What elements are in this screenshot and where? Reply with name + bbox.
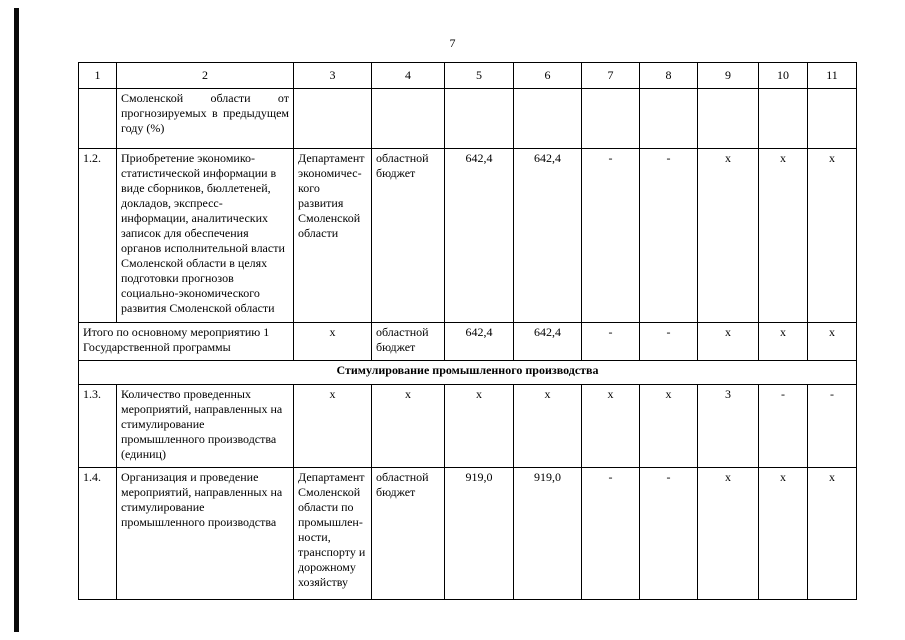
empty-cell [79,89,117,149]
cell-value: 642,4 [445,323,514,361]
cell-value: - [640,149,698,323]
empty-cell [445,89,514,149]
cell-value: х [808,468,857,600]
cell-value: - [582,468,640,600]
cell-executor: Департамент экономичес-кого развития Смоленской области [294,149,372,323]
column-number-header: 7 [582,63,640,89]
column-number-header: 6 [514,63,582,89]
cell-activity-continuation: Смоленской области от прогнозируемых в предыдущем году (%) [117,89,294,149]
cell-value: х [698,323,759,361]
column-number-header: 5 [445,63,514,89]
cell-value: х [514,385,582,468]
column-number-header: 3 [294,63,372,89]
cell-value: 642,4 [514,149,582,323]
empty-cell [698,89,759,149]
cell-value: х [582,385,640,468]
cell-value: - [640,323,698,361]
column-number-header: 10 [759,63,808,89]
table-row-total [79,323,857,361]
empty-cell [808,89,857,149]
cell-value: х [640,385,698,468]
column-number-header: 11 [808,63,857,89]
table-section-header-row [79,361,857,385]
cell-value: 3 [698,385,759,468]
cell-activity-name: Организация и проведение мероприятий, направленных на стимулирование промышленного производства [117,468,294,600]
column-number-header: 4 [372,63,445,89]
page-number: 7 [449,36,456,50]
cell-value: х [698,468,759,600]
cell-value: х [759,468,808,600]
column-number-header: 1 [79,63,117,89]
cell-value: х [372,385,445,468]
cell-funding-source: областной бюджет [372,468,445,600]
program-measures-table [78,62,857,600]
table-header-row [79,63,857,89]
table-row-1-3 [79,385,857,468]
cell-value: 919,0 [514,468,582,600]
cell-row-number: 1.3. [79,385,117,468]
cell-value: х [759,323,808,361]
table-row-continuation [79,89,857,149]
column-number-header: 9 [698,63,759,89]
cell-value: - [582,149,640,323]
cell-row-number: 1.4. [79,468,117,600]
cell-activity-name: Количество проведенных мероприятий, направленных на стимулирование промышленного производства (единиц) [117,385,294,468]
cell-value: - [640,468,698,600]
empty-cell [514,89,582,149]
table-row-1-2 [79,149,857,323]
empty-cell [582,89,640,149]
cell-value: х [698,149,759,323]
empty-cell [294,89,372,149]
empty-cell [640,89,698,149]
cell-value: х [808,323,857,361]
table-row-1-4 [79,468,857,600]
scan-binding-bar [14,8,19,632]
empty-cell [759,89,808,149]
column-number-header: 8 [640,63,698,89]
cell-value: - [759,385,808,468]
cell-funding-source: областной бюджет [372,149,445,323]
empty-cell [372,89,445,149]
cell-total-label: Итого по основному мероприятию 1 Государственной программы [79,323,294,361]
cell-funding-source: областной бюджет [372,323,445,361]
cell-value: х [445,385,514,468]
section-header: Стимулирование промышленного производства [79,361,857,385]
cell-value: х [294,323,372,361]
cell-value: х [294,385,372,468]
column-number-header: 2 [117,63,294,89]
cell-value: 642,4 [445,149,514,323]
cell-value: - [582,323,640,361]
cell-value: - [808,385,857,468]
cell-row-number: 1.2. [79,149,117,323]
cell-executor: Департамент Смоленской области по промышлен-ности, транспорту и дорожному хозяйству [294,468,372,600]
cell-activity-name: Приобретение экономико-статистической информации в виде сборников, бюллетеней, докладов, экспресс-информации, аналитических записок для обеспечения органов исполнительной власти Смоленской области в целях подготовки прогнозов социально-экономического развития Смоленской области [117,149,294,323]
cell-value: х [808,149,857,323]
cell-value: х [759,149,808,323]
cell-value: 642,4 [514,323,582,361]
cell-value: 919,0 [445,468,514,600]
